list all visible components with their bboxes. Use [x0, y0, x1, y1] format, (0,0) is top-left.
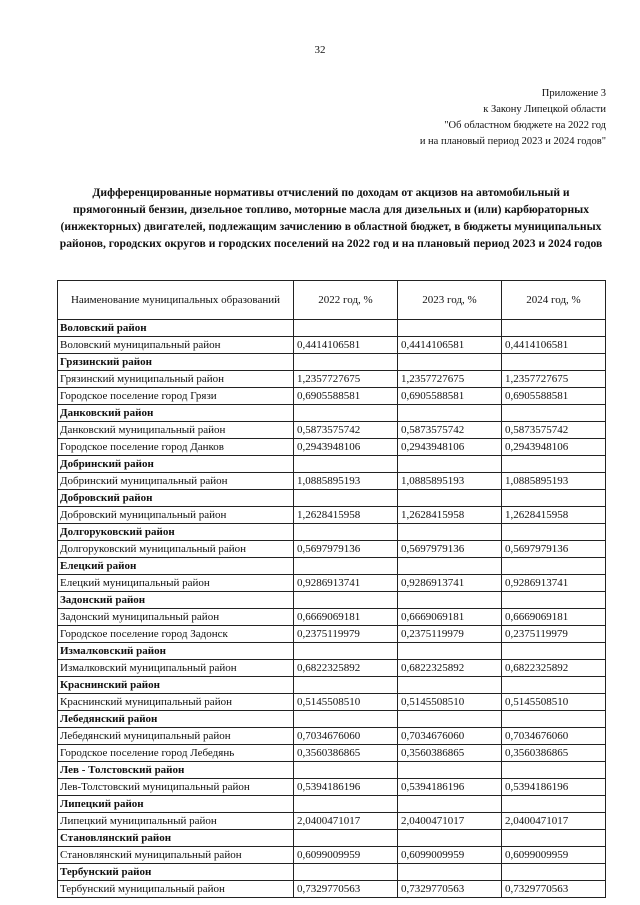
value-2023: 0,6905588581 [398, 388, 502, 405]
value-2022: 2,0400471017 [294, 813, 398, 830]
value-2023: 1,0885895193 [398, 473, 502, 490]
table-row [58, 473, 606, 490]
table-row [58, 694, 606, 711]
empty-cell [294, 643, 398, 660]
entity-name: Воловский муниципальный район [58, 337, 294, 354]
value-2022: 0,6822325892 [294, 660, 398, 677]
entity-name: Липецкий муниципальный район [58, 813, 294, 830]
empty-cell [398, 320, 502, 337]
value-2024: 0,4414106581 [502, 337, 606, 354]
value-2023: 0,5394186196 [398, 779, 502, 796]
district-row [58, 524, 606, 541]
empty-cell [294, 796, 398, 813]
empty-cell [502, 643, 606, 660]
empty-cell [294, 524, 398, 541]
empty-cell [398, 762, 502, 779]
value-2024: 1,2628415958 [502, 507, 606, 524]
value-2023: 0,5145508510 [398, 694, 502, 711]
value-2023: 0,5873575742 [398, 422, 502, 439]
value-2022: 0,2375119979 [294, 626, 398, 643]
value-2024: 0,5394186196 [502, 779, 606, 796]
empty-cell [294, 320, 398, 337]
entity-name: Добринский муниципальный район [58, 473, 294, 490]
value-2023: 0,7329770563 [398, 881, 502, 898]
column-header-2022: 2022 год, % [294, 281, 398, 320]
empty-cell [502, 830, 606, 847]
entity-name: Городское поселение город Лебедянь [58, 745, 294, 762]
district-name: Воловский район [58, 320, 294, 337]
value-2024: 0,6099009959 [502, 847, 606, 864]
district-name: Задонский район [58, 592, 294, 609]
value-2024: 0,9286913741 [502, 575, 606, 592]
appendix-line: Приложение 3 [541, 88, 606, 99]
value-2023: 0,6669069181 [398, 609, 502, 626]
table-row [58, 388, 606, 405]
table-row [58, 371, 606, 388]
empty-cell [294, 558, 398, 575]
entity-name: Лев-Толстовский муниципальный район [58, 779, 294, 796]
value-2024: 0,2375119979 [502, 626, 606, 643]
value-2023: 0,7034676060 [398, 728, 502, 745]
empty-cell [502, 677, 606, 694]
empty-cell [398, 524, 502, 541]
value-2024: 0,5873575742 [502, 422, 606, 439]
value-2024: 1,2357727675 [502, 371, 606, 388]
table-row [58, 609, 606, 626]
table-row [58, 575, 606, 592]
column-header-2023: 2023 год, % [398, 281, 502, 320]
entity-name: Измалковский муниципальный район [58, 660, 294, 677]
empty-cell [398, 864, 502, 881]
appendix-header [420, 86, 606, 150]
empty-cell [294, 456, 398, 473]
district-row [58, 490, 606, 507]
empty-cell [398, 830, 502, 847]
district-row [58, 405, 606, 422]
entity-name: Городское поселение город Данков [58, 439, 294, 456]
empty-cell [294, 490, 398, 507]
entity-name: Краснинский муниципальный район [58, 694, 294, 711]
empty-cell [294, 864, 398, 881]
table-row [58, 422, 606, 439]
empty-cell [294, 405, 398, 422]
empty-cell [398, 490, 502, 507]
value-2023: 2,0400471017 [398, 813, 502, 830]
empty-cell [398, 558, 502, 575]
value-2022: 0,5697979136 [294, 541, 398, 558]
value-2022: 1,2628415958 [294, 507, 398, 524]
district-row [58, 643, 606, 660]
district-name: Долгоруковский район [58, 524, 294, 541]
value-2024: 0,6905588581 [502, 388, 606, 405]
district-row [58, 456, 606, 473]
empty-cell [502, 864, 606, 881]
district-row [58, 864, 606, 881]
district-name: Тербунский район [58, 864, 294, 881]
district-name: Измалковский район [58, 643, 294, 660]
column-header-name: Наименование муниципальных образований [58, 281, 294, 320]
entity-name: Елецкий муниципальный район [58, 575, 294, 592]
table-row [58, 779, 606, 796]
empty-cell [502, 320, 606, 337]
empty-cell [398, 592, 502, 609]
entity-name: Становлянский муниципальный район [58, 847, 294, 864]
entity-name: Долгоруковский муниципальный район [58, 541, 294, 558]
value-2024: 0,5697979136 [502, 541, 606, 558]
deduction-norms-table [57, 280, 606, 898]
district-name: Лебедянский район [58, 711, 294, 728]
district-row [58, 354, 606, 371]
empty-cell [502, 711, 606, 728]
district-name: Добринский район [58, 456, 294, 473]
empty-cell [294, 677, 398, 694]
empty-cell [502, 524, 606, 541]
empty-cell [502, 762, 606, 779]
value-2022: 0,3560386865 [294, 745, 398, 762]
value-2023: 0,2375119979 [398, 626, 502, 643]
entity-name: Грязинский муниципальный район [58, 371, 294, 388]
value-2022: 0,6669069181 [294, 609, 398, 626]
entity-name: Данковский муниципальный район [58, 422, 294, 439]
district-name: Липецкий район [58, 796, 294, 813]
district-row [58, 558, 606, 575]
table-row [58, 745, 606, 762]
value-2023: 0,2943948106 [398, 439, 502, 456]
empty-cell [294, 762, 398, 779]
appendix-line: "Об областном бюджете на 2022 год [444, 120, 606, 131]
empty-cell [502, 405, 606, 422]
value-2022: 0,7329770563 [294, 881, 398, 898]
entity-name: Задонский муниципальный район [58, 609, 294, 626]
empty-cell [398, 677, 502, 694]
value-2023: 1,2628415958 [398, 507, 502, 524]
empty-cell [502, 456, 606, 473]
empty-cell [398, 456, 502, 473]
empty-cell [502, 354, 606, 371]
empty-cell [294, 711, 398, 728]
value-2024: 0,6669069181 [502, 609, 606, 626]
value-2023: 0,6822325892 [398, 660, 502, 677]
value-2022: 0,6099009959 [294, 847, 398, 864]
district-row [58, 711, 606, 728]
district-row [58, 830, 606, 847]
district-name: Данковский район [58, 405, 294, 422]
table-body [58, 320, 606, 898]
table-row [58, 541, 606, 558]
value-2022: 1,2357727675 [294, 371, 398, 388]
empty-cell [502, 558, 606, 575]
empty-cell [398, 405, 502, 422]
empty-cell [502, 592, 606, 609]
table-row [58, 507, 606, 524]
district-row [58, 677, 606, 694]
value-2022: 0,6905588581 [294, 388, 398, 405]
entity-name: Городское поселение город Грязи [58, 388, 294, 405]
value-2024: 0,7034676060 [502, 728, 606, 745]
value-2023: 0,9286913741 [398, 575, 502, 592]
table-row [58, 813, 606, 830]
value-2022: 0,5394186196 [294, 779, 398, 796]
page-number: 32 [314, 44, 326, 56]
district-name: Краснинский район [58, 677, 294, 694]
value-2024: 1,0885895193 [502, 473, 606, 490]
document-title: Дифференцированные нормативы отчислений по доходам от акцизов на автомобильный и прямогонный бензин, дизельное топливо, моторные масла для дизельных и (или) карбюраторных (инжекторных) двигателей, подлежащим зачислению в областной бюджет, в бюджеты муниципальных районов, городских округов и городских поселений на 2022 год и на плановый период 2023 и 2024 годов [59, 186, 603, 250]
appendix-line: к Закону Липецкой области [483, 104, 606, 115]
district-name: Лев - Толстовский район [58, 762, 294, 779]
district-row [58, 320, 606, 337]
district-row [58, 796, 606, 813]
table-row [58, 728, 606, 745]
district-name: Становлянский район [58, 830, 294, 847]
entity-name: Тербунский муниципальный район [58, 881, 294, 898]
district-row [58, 762, 606, 779]
value-2024: 0,7329770563 [502, 881, 606, 898]
district-name: Грязинский район [58, 354, 294, 371]
value-2023: 0,4414106581 [398, 337, 502, 354]
value-2023: 0,3560386865 [398, 745, 502, 762]
value-2023: 0,5697979136 [398, 541, 502, 558]
value-2022: 0,9286913741 [294, 575, 398, 592]
value-2022: 0,5873575742 [294, 422, 398, 439]
entity-name: Городское поселение город Задонск [58, 626, 294, 643]
table-row [58, 337, 606, 354]
empty-cell [294, 592, 398, 609]
table-row [58, 847, 606, 864]
district-row [58, 592, 606, 609]
value-2022: 0,5145508510 [294, 694, 398, 711]
value-2024: 0,2943948106 [502, 439, 606, 456]
column-header-2024: 2024 год, % [502, 281, 606, 320]
district-name: Елецкий район [58, 558, 294, 575]
value-2024: 0,3560386865 [502, 745, 606, 762]
entity-name: Добровский муниципальный район [58, 507, 294, 524]
value-2022: 0,4414106581 [294, 337, 398, 354]
appendix-line: и на плановый период 2023 и 2024 годов" [419, 136, 606, 147]
empty-cell [398, 796, 502, 813]
empty-cell [398, 354, 502, 371]
value-2022: 0,2943948106 [294, 439, 398, 456]
empty-cell [398, 643, 502, 660]
district-name: Добровский район [58, 490, 294, 507]
empty-cell [502, 796, 606, 813]
value-2024: 0,5145508510 [502, 694, 606, 711]
value-2023: 0,6099009959 [398, 847, 502, 864]
value-2024: 0,6822325892 [502, 660, 606, 677]
table-header-row [58, 281, 606, 320]
empty-cell [398, 711, 502, 728]
value-2023: 1,2357727675 [398, 371, 502, 388]
table-row [58, 881, 606, 898]
entity-name: Лебедянский муниципальный район [58, 728, 294, 745]
empty-cell [294, 830, 398, 847]
empty-cell [502, 490, 606, 507]
table-row [58, 439, 606, 456]
value-2024: 2,0400471017 [502, 813, 606, 830]
value-2022: 0,7034676060 [294, 728, 398, 745]
value-2022: 1,0885895193 [294, 473, 398, 490]
empty-cell [294, 354, 398, 371]
table-row [58, 660, 606, 677]
table-row [58, 626, 606, 643]
